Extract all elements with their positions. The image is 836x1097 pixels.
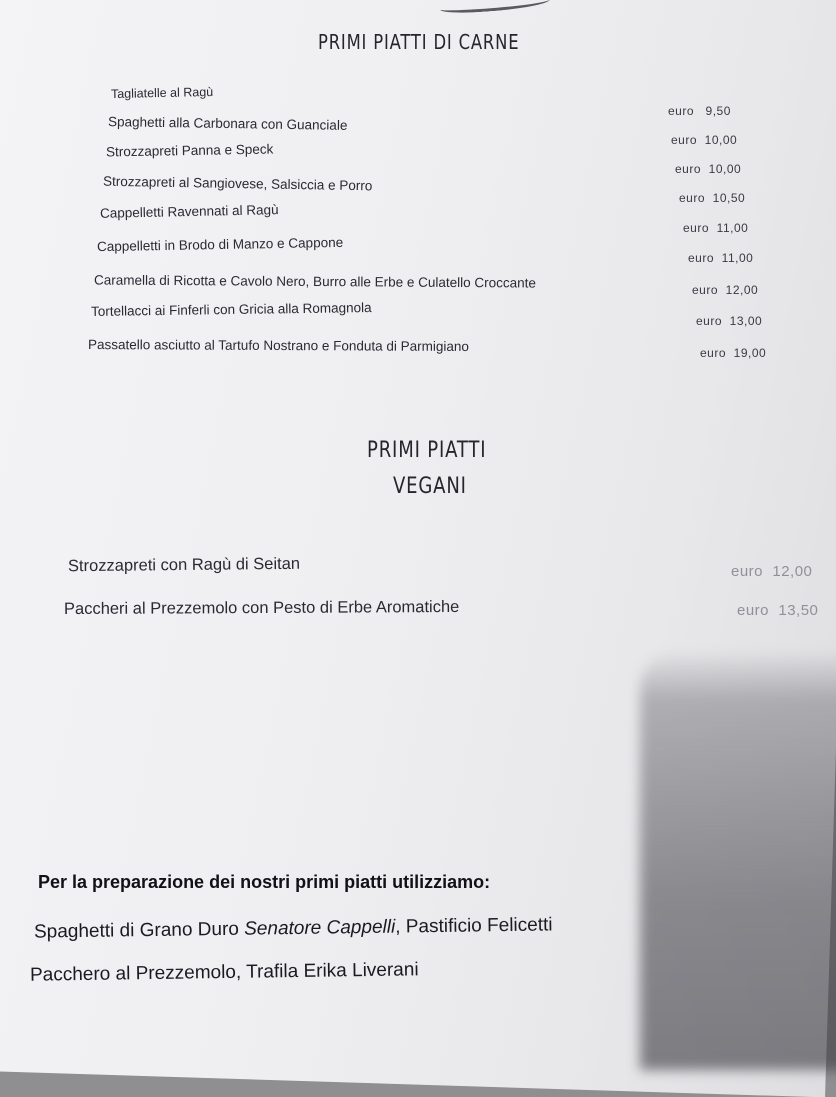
menu-item-price: euro 12,00 xyxy=(731,563,813,580)
section-title-vegani-line2: VEGANI xyxy=(393,474,467,499)
menu-item-price: euro 13,50 xyxy=(737,602,819,619)
menu-item-price: euro 10,00 xyxy=(675,162,742,176)
menu-item-price: euro 12,00 xyxy=(692,283,759,297)
menu-item-name: Tortellacci ai Finferli con Gricia alla Romagnola xyxy=(90,300,372,319)
note-text: Spaghetti di Grano Duro xyxy=(33,918,245,943)
note-brand: Senatore Cappelli xyxy=(244,916,396,940)
menu-item-name: Spaghetti alla Carbonara con Guanciale xyxy=(107,114,348,133)
menu-item-name: Passatello asciutto al Tartufo Nostrano e Fonduta di Parmigiano xyxy=(87,337,470,354)
menu-item-name: Cappelletti Ravennati al Ragù xyxy=(99,202,279,221)
section-title-carne: PRIMI PIATTI DI CARNE xyxy=(318,30,520,54)
menu-item-name: Cappelletti in Brodo di Manzo e Cappone xyxy=(96,234,344,255)
menu-item-name: Strozzapreti al Sangiovese, Salsiccia e Porro xyxy=(102,173,373,194)
section-title-vegani-line1: PRIMI PIATTI xyxy=(367,438,487,463)
menu-item-price: euro 10,00 xyxy=(671,133,738,147)
menu-item-price: euro 13,00 xyxy=(696,314,763,328)
ingredients-note-line-2: Pacchero al Prezzemolo, Trafila Erika Liverani xyxy=(29,959,419,986)
menu-item-price: euro 11,00 xyxy=(688,251,754,265)
ingredients-note-title: Per la preparazione dei nostri primi piatti utilizziamo: xyxy=(38,872,491,892)
menu-item-price: euro 10,50 xyxy=(679,191,746,205)
menu-item-price: euro 11,00 xyxy=(683,221,749,235)
menu-item-name: Strozzapreti Panna e Speck xyxy=(105,141,274,160)
menu-item-name: Paccheri al Prezzemolo con Pesto di Erbe Aromatiche xyxy=(63,597,460,619)
menu-item-name: Caramella di Ricotta e Cavolo Nero, Burro alle Erbe e Culatello Croccante xyxy=(93,272,537,291)
note-text: , Pastificio Felicetti xyxy=(395,914,553,938)
photo-shadow xyxy=(640,650,836,1070)
menu-item-price: euro 9,50 xyxy=(668,104,731,118)
menu-item-name: Strozzapreti con Ragù di Seitan xyxy=(67,554,301,576)
menu-item-price: euro 19,00 xyxy=(700,346,767,360)
menu-item-name: Tagliatelle al Ragù xyxy=(110,84,214,102)
